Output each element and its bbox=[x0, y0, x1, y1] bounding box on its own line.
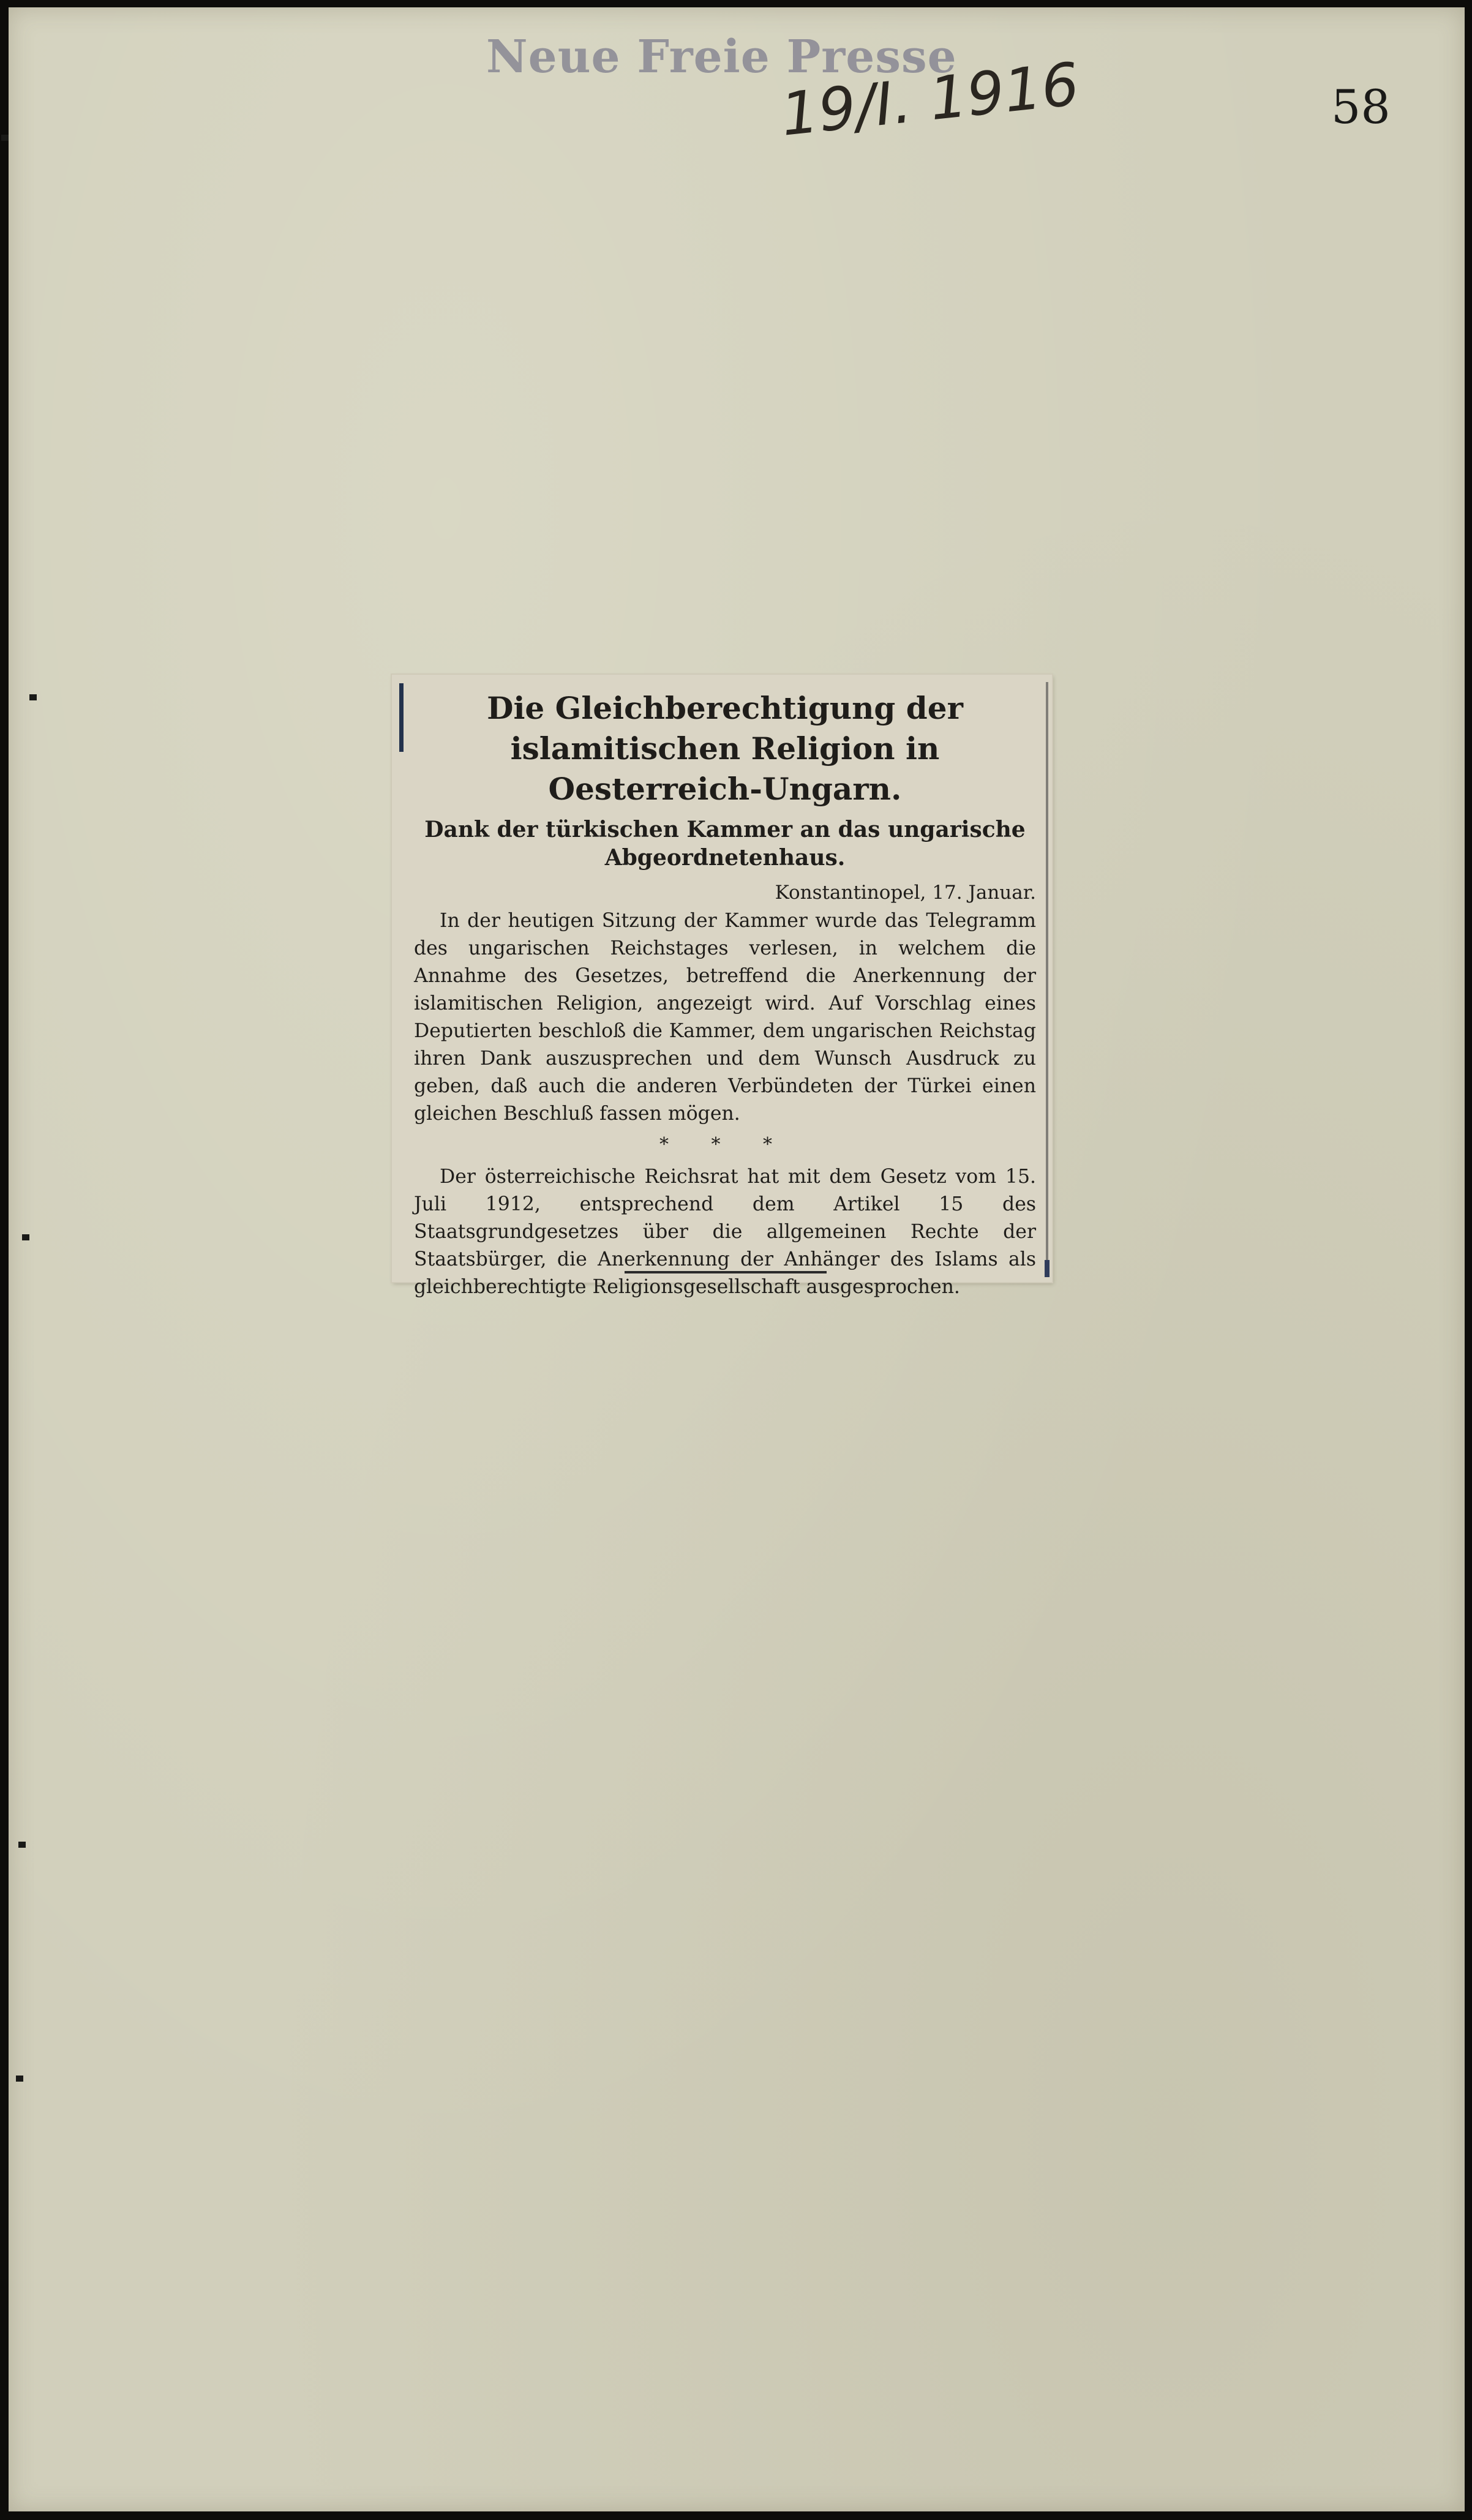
section-separator: * * * bbox=[659, 1134, 791, 1155]
article-subheadline: Dank der türkischen Kammer an das ungarische Abgeordnetenhaus. bbox=[424, 817, 1026, 871]
edge-mark bbox=[29, 694, 37, 700]
clipping-right-edge bbox=[1046, 682, 1048, 1270]
clipping-corner-mark bbox=[1045, 1260, 1050, 1277]
page-number: 58 bbox=[1331, 80, 1391, 134]
article-paragraph-1: In der heutigen Sitzung der Kammer wurde das Telegramm des ungarischen Reichstages verlesen, in welchem die Annahme des Gesetzes, betreffend die Anerkennung der islamitischen Religion, angezeigt wird. Auf Vorschlag eines Deputierten beschloß die Kammer, dem ungarischen Reichstag ihren Dank auszusprechen und dem Wunsch Ausdruck zu geben, daß auch die anderen Verbündeten der Türkei einen gleichen Beschluß fassen mögen. bbox=[414, 910, 1036, 1125]
article-paragraph-2: Der österreichische Reichsrat hat mit dem Gesetz vom 15. Juli 1912, entsprechend dem Artikel 15 des Staatsgrundgesetzes über die allgemeinen Rechte der Staatsbürger, die Anerkennung der Anhänger des Islams als gleichberechtigte Religionsgesellschaft ausgesprochen. bbox=[414, 1166, 1036, 1298]
clipping-left-mark bbox=[399, 683, 404, 752]
edge-mark bbox=[18, 1842, 26, 1848]
edge-mark bbox=[22, 1234, 29, 1240]
newspaper-clipping bbox=[392, 675, 1052, 1298]
article-dateline: Konstantinopel, 17. Januar. bbox=[775, 882, 1036, 904]
archive-sheet bbox=[9, 7, 1465, 2511]
closing-rule bbox=[625, 1271, 827, 1273]
handwritten-date: 19/I. 1916 bbox=[778, 50, 1083, 149]
article-headline: Die Gleichberechtigung der islamitischen Religion in Oesterreich-Ungarn. bbox=[487, 690, 963, 807]
edge-mark bbox=[16, 2076, 23, 2082]
newspaper-name-stamp: Neue Freie Presse bbox=[486, 31, 957, 83]
edge-mark bbox=[1, 135, 9, 141]
